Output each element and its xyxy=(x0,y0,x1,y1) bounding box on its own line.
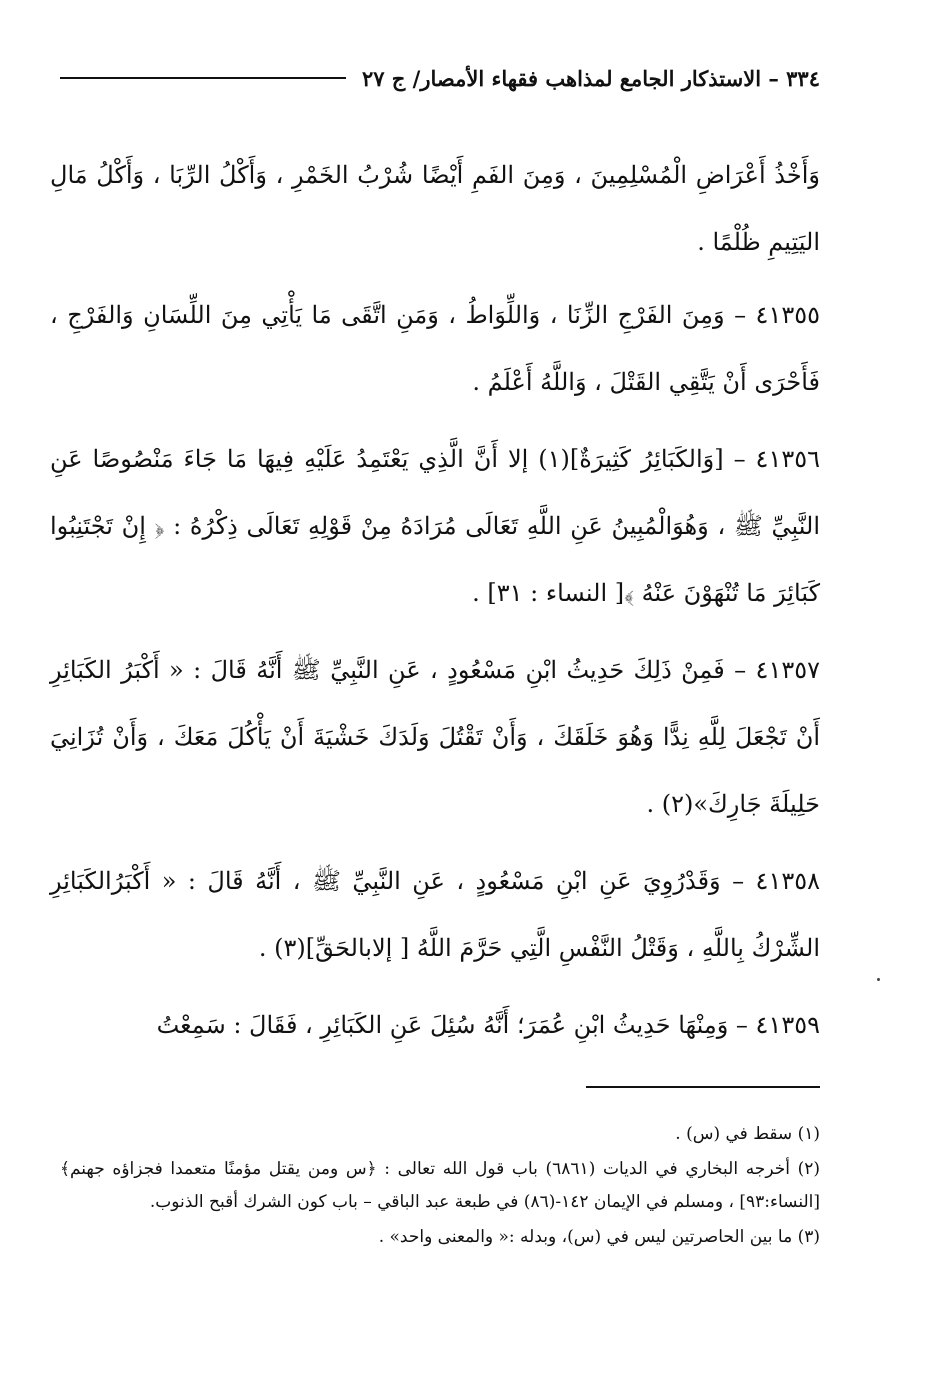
main-text xyxy=(50,142,820,1069)
footnotes xyxy=(60,1118,820,1256)
paragraph-continuation: وَأَخْذُ أَعْرَاضِ الْمُسْلِمِينَ ، وَمِنَ الفَمِ أَيْضًا شُرْبُ الخَمْرِ ، وَأَكْلُ الرِّبَا ، وَأَكْلُ مَالِ اليَتِيمِ ظُلْمًا . xyxy=(50,161,820,256)
footnote-separator xyxy=(586,1086,820,1088)
paragraph-41358: ٤١٣٥٨ – وَقَدْرُوِيَ عَنِ ابْنِ مَسْعُودٍ ، عَنِ النَّبِيِّ ﷺ ، أَنَّهُ قَالَ : « أَكْبَرُالكَبَائِرِ الشِّرْكُ بِاللَّهِ ، وَقَتْلُ النَّفْسِ الَّتِي حَرَّمَ اللَّهُ [ إلابالحَقِّ](٣) . xyxy=(50,867,820,962)
footnote-1: (١) سقط في (س) . xyxy=(675,1124,820,1144)
footnote-3: (٣) ما بين الحاصرتين ليس في (س)، وبدله :« والمعنى واحد» . xyxy=(378,1227,820,1247)
running-header-title: ٣٣٤ – الاستذكار الجامع لمذاهب فقهاء الأمصار/ ج ٢٧ xyxy=(361,65,820,91)
header-rule xyxy=(60,77,346,79)
paragraph-41357: ٤١٣٥٧ – فَمِنْ ذَلِكَ حَدِيثُ ابْنِ مَسْعُودٍ ، عَنِ النَّبِيِّ ﷺ أَنَّهُ قَالَ : « أَكْبَرُ الكَبَائِرِ أَنْ تَجْعَلَ لِلَّهِ نِدًّا وَهُوَ خَلَقَكَ ، وَأَنْ تَقْتُلَ وَلَدَكَ خَشْيَةَ أَنْ يَأْكُلَ مَعَكَ ، وَأَنْ تُزَانِيَ حَلِيلَةَ جَارِكَ»(٢) . xyxy=(50,656,820,818)
footnote-2: (٢) أخرجه البخاري في الديات (٦٨٦١) باب قول الله تعالى : ﴿س ومن يقتل مؤمنًا متعمدا فجزاؤه جهنم﴾ [النساء:٩٣] ، ومسلم في الإيمان ١٤٢-(٨٦) في طبعة عبد الباقي – باب كون الشرك أقبح الذنوب. xyxy=(60,1159,821,1212)
page-header xyxy=(60,58,820,98)
paragraph-41356: ٤١٣٥٦ – [وَالكَبَائِرُ كَثِيرَةٌ](١) إلا أَنَّ الَّذِي يَعْتَمِدُ عَلَيْهِ فِيهَا مَا جَاءَ مَنْصُوصًا عَنِ النَّبِيِّ ﷺ ، وَهُوَالْمُبِينُ عَنِ اللَّهِ تَعَالَى مُرَادَهُ مِنْ قَوْلِهِ تَعَالَى ذِكْرُهُ : ﴿ إِنْ تَجْتَنِبُوا كَبَائِرَ مَا تُنْهَوْنَ عَنْهُ ﴾[ النساء : ٣١] . xyxy=(50,445,820,607)
paragraph-41359: ٤١٣٥٩ – وَمِنْهَا حَدِيثُ ابْنِ عُمَرَ؛ أَنَّهُ سُئِلَ عَنِ الكَبَائِرِ ، فَقَالَ : سَمِعْتُ xyxy=(156,1011,820,1039)
paragraph-41355: ٤١٣٥٥ – وَمِنَ الفَرْجِ الزِّنَا ، وَاللِّوَاطُ ، وَمَنِ اتَّقَى مَا يَأْتِي مِنَ اللِّسَانِ وَالفَرْجِ ، فَأَحْرَى أَنْ يَتَّقِي القَتْلَ ، وَاللَّهُ أَعْلَمُ . xyxy=(50,301,820,396)
scan-speck xyxy=(877,978,880,981)
